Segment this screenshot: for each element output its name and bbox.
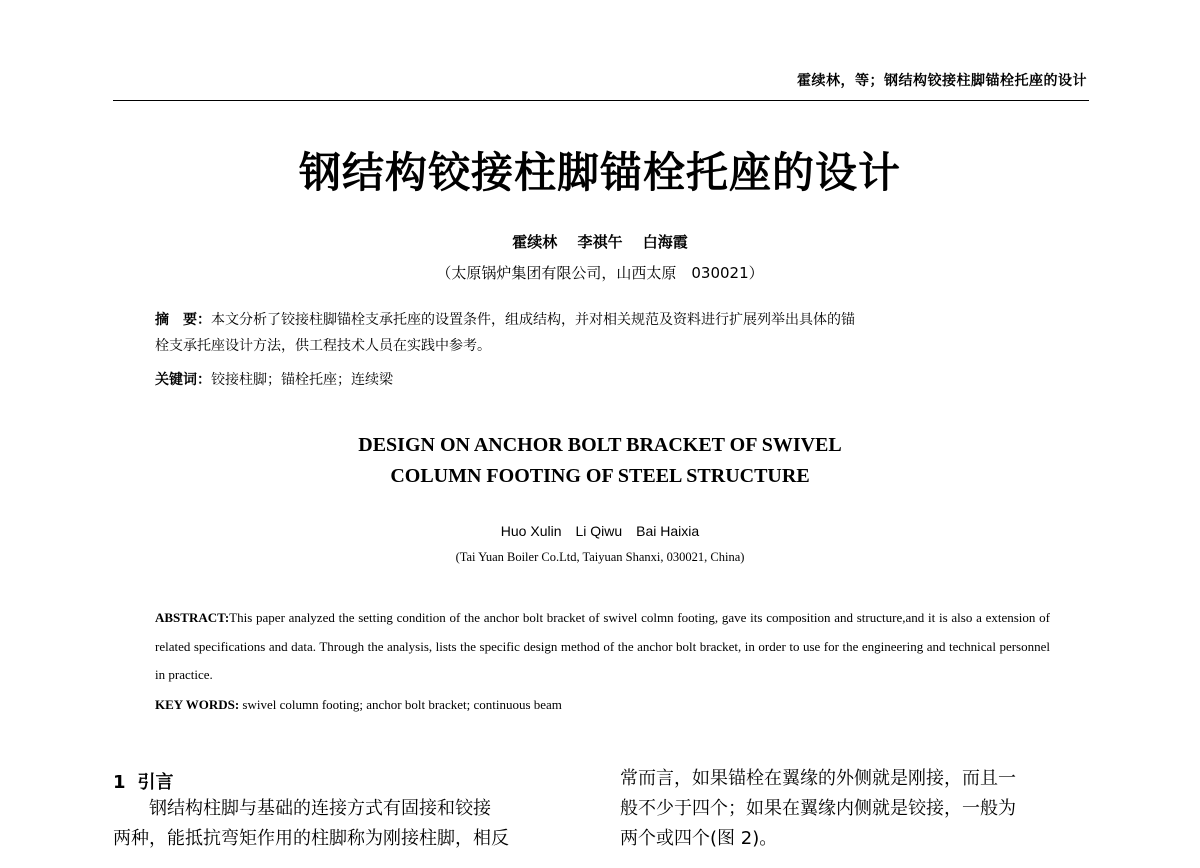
title-english-line-2: COLUMN FOOTING OF STEEL STRUCTURE [390,465,810,487]
affiliation-chinese: （太原锅炉集团有限公司，山西太原 030021） [436,264,764,282]
keywords-chinese-label: 关键词： [155,372,211,388]
abstract-english [155,604,1050,690]
title-english-line-1: DESIGN ON ANCHOR BOLT BRACKET OF SWIVEL [358,434,842,456]
body-column-left [113,794,583,854]
authors-english: Huo Xulin Li Qiwu Bai Haixia [500,523,700,539]
authors-chinese: 霍续林 李祺午 白海霞 [512,233,688,251]
title-english [0,430,1200,492]
body-left-line-1: 钢结构柱脚与基础的连接方式有固接和铰接 [149,798,491,819]
body-right-line-2: 般不少于四个；如果在翼缘内侧就是铰接，一般为 [620,798,1016,819]
abstract-chinese-label: 摘 要： [155,312,211,328]
keywords-english-text: swivel column footing; anchor bolt bracket; continuous beam [242,697,562,712]
keywords-chinese-text: 铰接柱脚；锚栓托座；连续梁 [211,372,393,388]
abstract-chinese-text-1: 本文分析了铰接柱脚锚栓支承托座的设置条件，组成结构，并对相关规范及资料进行扩展列举出具体的锚 [211,312,855,328]
body-left-line-2: 两种，能抵抗弯矩作用的柱脚称为刚接柱脚，相反 [113,828,509,849]
abstract-chinese-line-1 [155,307,1055,333]
keywords-english [155,697,562,713]
affiliation-english: (Tai Yuan Boiler Co.Ltd, Taiyuan Shanxi, 030021, China) [455,550,745,564]
body-right-line-1: 常而言，如果锚栓在翼缘的外侧就是刚接，而且一 [620,768,1016,789]
header-rule [113,100,1089,101]
abstract-chinese [155,307,1055,359]
running-head: 霍续林，等；钢结构铰接柱脚锚栓托座的设计 [797,73,1087,89]
section-heading [113,768,174,794]
section-number: 1 [113,772,126,793]
abstract-english-text: This paper analyzed the setting condition of the anchor bolt bracket of swivel colmn footing, gave its composition and structure,and it is also a extension of related specifications and data. Through the analysis, lists the specific design method of the anchor bolt bracket, in order to use for the engineering and technical personnel in practice. [155,610,1050,682]
body-column-right [620,764,1090,854]
keywords-english-label: KEY WORDS: [155,697,240,712]
body-right-line-3: 两个或四个(图 2)。 [620,828,778,849]
section-title: 引言 [137,772,174,793]
abstract-english-label: ABSTRACT: [155,610,230,625]
title-chinese: 钢结构铰接柱脚锚栓托座的设计 [298,148,901,197]
abstract-chinese-line-2: 栓支承托座设计方法，供工程技术人员在实践中参考。 [155,338,491,354]
keywords-chinese [155,369,393,389]
